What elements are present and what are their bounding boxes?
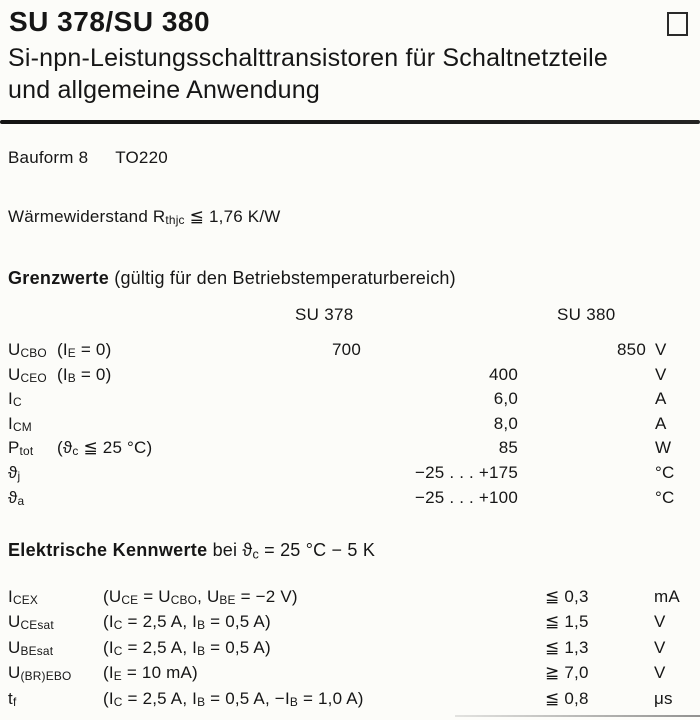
limit-value-cell: ≦ 1,5 bbox=[545, 612, 589, 632]
symbol-cell: $U_{(BR)EBO}$ bbox=[8, 663, 72, 684]
symbol-cell: $ϑ_j$ bbox=[8, 462, 21, 484]
common-value-cell: 6,0 bbox=[493, 389, 518, 409]
symbol-cell: $U_{BEsat}$ bbox=[8, 637, 54, 658]
unit-cell: V bbox=[655, 364, 667, 384]
corner-square-icon bbox=[667, 12, 688, 36]
common-value-cell: 400 bbox=[489, 364, 518, 384]
condition-cell: ($I_C = 2,5$ A, $I_B = 0,5$ A) bbox=[103, 612, 271, 633]
subtitle-line-2: und allgemeine Anwendung bbox=[8, 76, 320, 104]
limit-value-cell: ≦ 0,3 bbox=[545, 587, 589, 606]
symbol-cell: $U_{CEO}$ bbox=[8, 364, 47, 385]
condition-cell: ($U_{CE} = U_{CBO}$, $U_{BE} = -2$ V) bbox=[103, 587, 298, 608]
limits-heading-rest: (gültig für den Betriebstemperaturbereich) bbox=[109, 268, 456, 288]
unit-cell: V bbox=[654, 612, 666, 632]
symbol-cell: $I_{CM}$ bbox=[8, 413, 32, 434]
table-row bbox=[8, 389, 696, 414]
symbol-cell: $I_C$ bbox=[8, 389, 22, 410]
subtitle-line-1: Si-npn-Leistungsschalttransistoren für Schaltnetzteile bbox=[8, 44, 608, 72]
unit-cell: °C bbox=[655, 462, 675, 482]
bauform-label: Bauform 8 bbox=[8, 148, 89, 167]
table-row bbox=[8, 438, 696, 463]
page-title: SU 378/SU 380 bbox=[9, 6, 211, 37]
electrical-heading-rest: bei $ϑ_c = 25$ °C − 5 K bbox=[207, 540, 376, 562]
limits-table bbox=[8, 340, 696, 512]
common-value-cell: −25 . . . +100 bbox=[415, 487, 518, 507]
su378-value-cell: 700 bbox=[332, 340, 361, 359]
condition-cell: ($ϑ_c$ ≦ 25 °C) bbox=[57, 438, 153, 459]
table-row bbox=[8, 488, 696, 513]
column-header-su380: SU 380 bbox=[557, 305, 616, 324]
unit-cell: °C bbox=[655, 487, 675, 507]
common-value-cell: 85 bbox=[498, 438, 518, 458]
common-value-cell: 8,0 bbox=[493, 413, 518, 433]
package-name: TO220 bbox=[115, 148, 168, 167]
limit-value-cell: ≧ 7,0 bbox=[545, 663, 589, 683]
common-value-cell: −25 . . . +175 bbox=[415, 462, 518, 482]
limit-value-cell: ≦ 0,8 bbox=[545, 688, 589, 708]
condition-cell: $(I_B = 0)$ bbox=[57, 364, 112, 385]
unit-cell: V bbox=[654, 637, 666, 657]
unit-cell: W bbox=[655, 438, 672, 458]
electrical-heading-bold: Elektrische Kennwerte bbox=[8, 540, 208, 560]
unit-cell: mA bbox=[654, 587, 680, 606]
table-row bbox=[8, 365, 696, 390]
table-row bbox=[8, 587, 696, 612]
symbol-cell: $t_f$ bbox=[8, 688, 17, 709]
symbol-cell: $ϑ_a$ bbox=[8, 487, 25, 508]
electrical-section-heading bbox=[8, 540, 375, 561]
bottom-edge-line bbox=[455, 715, 700, 717]
table-row bbox=[8, 340, 696, 365]
condition-cell: ($I_E = 10$ mA) bbox=[103, 663, 198, 684]
limits-heading-bold: Grenzwerte bbox=[8, 268, 110, 288]
limit-value-cell: ≦ 1,3 bbox=[545, 637, 589, 657]
package-line bbox=[8, 148, 168, 168]
unit-cell: A bbox=[655, 413, 667, 433]
limits-section-heading bbox=[8, 268, 456, 289]
table-row bbox=[8, 689, 696, 714]
symbol-cell: $U_{CBO}$ bbox=[8, 340, 47, 361]
electrical-table bbox=[8, 587, 696, 714]
unit-cell: A bbox=[655, 389, 667, 409]
thermal-resistance-line: Wärmewiderstand $R_{thjc}$ ≦ 1,76 K/W bbox=[8, 207, 281, 228]
symbol-cell: $P_{tot}$ bbox=[8, 438, 34, 459]
condition-cell: ($I_C = 2,5$ A, $I_B = 0,5$ A, $-I_B = 1,0$ A) bbox=[103, 688, 364, 709]
unit-cell: V bbox=[655, 340, 667, 359]
symbol-cell: $I_{CEX}$ bbox=[8, 587, 38, 608]
table-row bbox=[8, 414, 696, 439]
condition-cell: $(I_E = 0)$ bbox=[57, 340, 112, 361]
table-row bbox=[8, 612, 696, 637]
condition-cell: ($I_C = 2,5$ A, $I_B = 0,5$ A) bbox=[103, 637, 271, 658]
table-row bbox=[8, 663, 696, 688]
table-row bbox=[8, 638, 696, 663]
table-row bbox=[8, 463, 696, 488]
su380-value-cell: 850 bbox=[617, 340, 646, 359]
unit-cell: μs bbox=[654, 688, 673, 708]
page-subtitle bbox=[8, 42, 608, 106]
column-header-su378: SU 378 bbox=[295, 305, 354, 324]
symbol-cell: $U_{CEsat}$ bbox=[8, 612, 54, 633]
unit-cell: V bbox=[654, 663, 666, 683]
header-divider bbox=[0, 120, 700, 124]
